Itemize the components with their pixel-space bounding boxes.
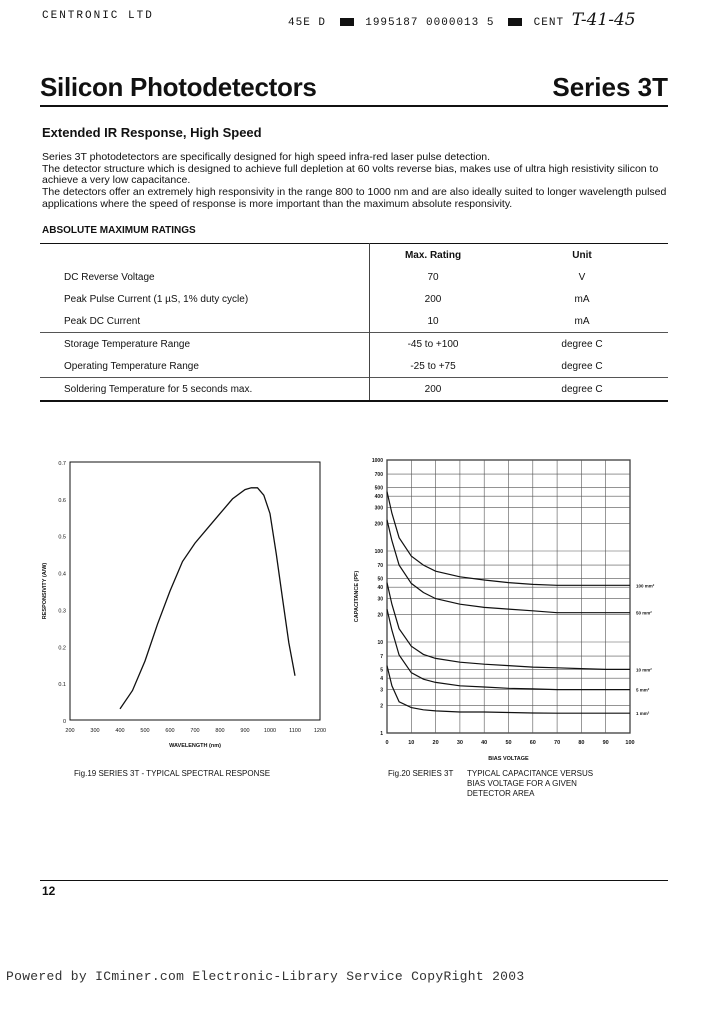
column-header (40, 244, 370, 267)
fig19-caption: Fig.19 SERIES 3T - TYPICAL SPECTRAL RESPONSE (74, 769, 271, 778)
column-header: Max. Rating (370, 244, 497, 267)
x-tick-label: 900 (240, 728, 250, 734)
y-tick-label: 7 (380, 654, 383, 661)
ratings-table (40, 243, 668, 402)
intro-text (42, 152, 678, 211)
caption-line: BIAS VOLTAGE FOR A GIVEN (467, 779, 577, 788)
x-tick-label: 1200 (313, 728, 327, 734)
y-tick-label: 0 (62, 719, 66, 725)
unit-cell: degree C (496, 333, 668, 356)
intro-paragraph: The detectors offer an extremely high responsivity in the range 800 to 1000 nm and are also ideally suited to longer wavelength pulsed applications where the speed of response is more important than the maximum absolute responsivity. (42, 186, 667, 210)
x-tick-label: 90 (602, 740, 609, 746)
value-cell: 200 (370, 378, 497, 402)
value-cell: 10 (370, 310, 497, 333)
document-code-line (288, 10, 636, 30)
plot-frame (70, 462, 320, 720)
x-tick-label: 10 (408, 740, 415, 746)
page-number: 12 (42, 884, 56, 898)
cent-label: CENT (533, 17, 565, 29)
company-name: CENTRONIC LTD (42, 10, 154, 22)
x-tick-label: 400 (115, 728, 125, 734)
series-title: Series 3T (552, 72, 668, 102)
y-tick-label: 0.2 (58, 645, 66, 652)
ratings-heading: ABSOLUTE MAXIMUM RATINGS (42, 225, 196, 236)
y-tick-label: 1000 (371, 458, 383, 464)
y-tick-label: 4 (380, 676, 383, 683)
x-tick-label: 80 (578, 740, 585, 746)
fig20-caption-number: Fig.20 SERIES 3T (388, 769, 454, 778)
spectral-response-chart (30, 450, 340, 760)
series-label: 50 mm² (636, 610, 652, 616)
y-tick-label: 0.5 (58, 534, 66, 541)
intro-paragraph: The detector structure which is designed to achieve full depletion at 60 volts reverse bias, makes use of ultra high resistivity silicon to achieve a very low capacitance. (42, 162, 659, 187)
x-tick-label: 800 (215, 728, 225, 734)
series-label: 1 mm² (636, 711, 650, 717)
page-title: Silicon Photodetectors (40, 72, 317, 102)
y-tick-label: 5 (380, 667, 383, 674)
x-tick-label: 50 (505, 740, 512, 746)
y-tick-label: 10 (377, 640, 383, 646)
x-tick-label: 70 (554, 740, 561, 746)
x-tick-label: 700 (190, 728, 200, 734)
series-label: 100 mm² (636, 583, 655, 589)
y-tick-label: 200 (374, 521, 383, 528)
x-tick-label: 300 (90, 728, 100, 734)
value-cell: -45 to +100 (370, 333, 497, 356)
param-cell: Soldering Temperature for 5 seconds max. (40, 378, 370, 402)
column-header: Unit (572, 249, 592, 261)
unit-cell: mA (574, 293, 590, 305)
doc-number: 1995187 0000013 5 (365, 17, 495, 29)
x-tick-label: 200 (65, 728, 75, 734)
intro-paragraph: Series 3T photodetectors are specifically designed for high speed infra-red laser pulse detection. (42, 151, 491, 163)
x-tick-label: 0 (385, 740, 389, 746)
handwritten-note: T-41-45 (571, 10, 636, 30)
barcode-block (508, 18, 522, 26)
y-tick-label: 0.7 (58, 461, 66, 467)
y-tick-label: 100 (374, 549, 383, 555)
capacitance-chart (340, 450, 710, 760)
title-rule (40, 105, 668, 107)
series-line (120, 488, 295, 709)
y-tick-label: 0.3 (58, 608, 66, 615)
param-cell: Storage Temperature Range (40, 333, 370, 356)
y-tick-label: 0.1 (58, 682, 66, 689)
param-cell: DC Reverse Voltage (64, 271, 155, 283)
x-tick-label: 20 (432, 740, 439, 746)
barcode-block (340, 18, 354, 26)
series-label: 10 mm² (636, 667, 652, 673)
y-tick-label: 400 (374, 494, 383, 501)
y-tick-label: 500 (374, 485, 383, 492)
y-tick-label: 700 (374, 472, 383, 479)
x-tick-label: 1000 (263, 728, 277, 734)
section-subtitle: Extended IR Response, High Speed (42, 125, 262, 140)
y-tick-label: 50 (377, 576, 383, 583)
value-cell: 70 (370, 266, 497, 288)
y-tick-label: 40 (377, 585, 383, 592)
y-tick-label: 20 (377, 612, 383, 619)
x-tick-label: 500 (140, 728, 150, 734)
caption-line: TYPICAL CAPACITANCE VERSUS (467, 769, 594, 778)
x-tick-label: 40 (481, 740, 488, 746)
param-cell: Peak Pulse Current (1 µS, 1% duty cycle) (64, 293, 249, 305)
x-tick-label: 600 (165, 728, 175, 734)
param-cell: Peak DC Current (64, 315, 141, 327)
x-tick-label: 30 (456, 740, 463, 746)
value-cell: 200 (370, 288, 497, 310)
y-tick-label: 30 (377, 596, 383, 603)
unit-cell: V (578, 271, 586, 283)
y-axis-label: RESPONSIVITY (A/W) (42, 562, 48, 620)
series-label: 5 mm² (636, 687, 650, 693)
y-tick-label: 2 (380, 703, 383, 710)
y-tick-label: 0.4 (58, 571, 66, 578)
caption-line: DETECTOR AREA (467, 789, 535, 798)
unit-cell: degree C (496, 378, 668, 402)
unit-cell: mA (574, 315, 590, 327)
x-tick-label: 100 (625, 740, 635, 746)
footer-copyright: Powered by ICminer.com Electronic-Library Service CopyRight 2003 (6, 969, 525, 984)
x-axis-label: BIAS VOLTAGE (488, 756, 529, 760)
y-tick-label: 70 (377, 563, 383, 570)
fig20-caption-text (467, 769, 593, 799)
bottom-rule (40, 880, 668, 881)
y-tick-label: 300 (374, 505, 383, 512)
x-axis-label: WAVELENGTH (nm) (169, 743, 221, 749)
y-axis-label: CAPACITANCE (PF) (354, 570, 360, 623)
y-tick-label: 3 (380, 687, 383, 694)
y-tick-label: 1 (380, 731, 383, 737)
x-tick-label: 60 (529, 740, 536, 746)
value-cell: -25 to +75 (370, 355, 497, 378)
param-cell: Operating Temperature Range (64, 360, 199, 372)
code-label: 45E D (288, 17, 327, 29)
y-tick-label: 0.6 (58, 497, 66, 504)
unit-cell: degree C (561, 360, 603, 372)
x-tick-label: 1100 (289, 728, 301, 734)
